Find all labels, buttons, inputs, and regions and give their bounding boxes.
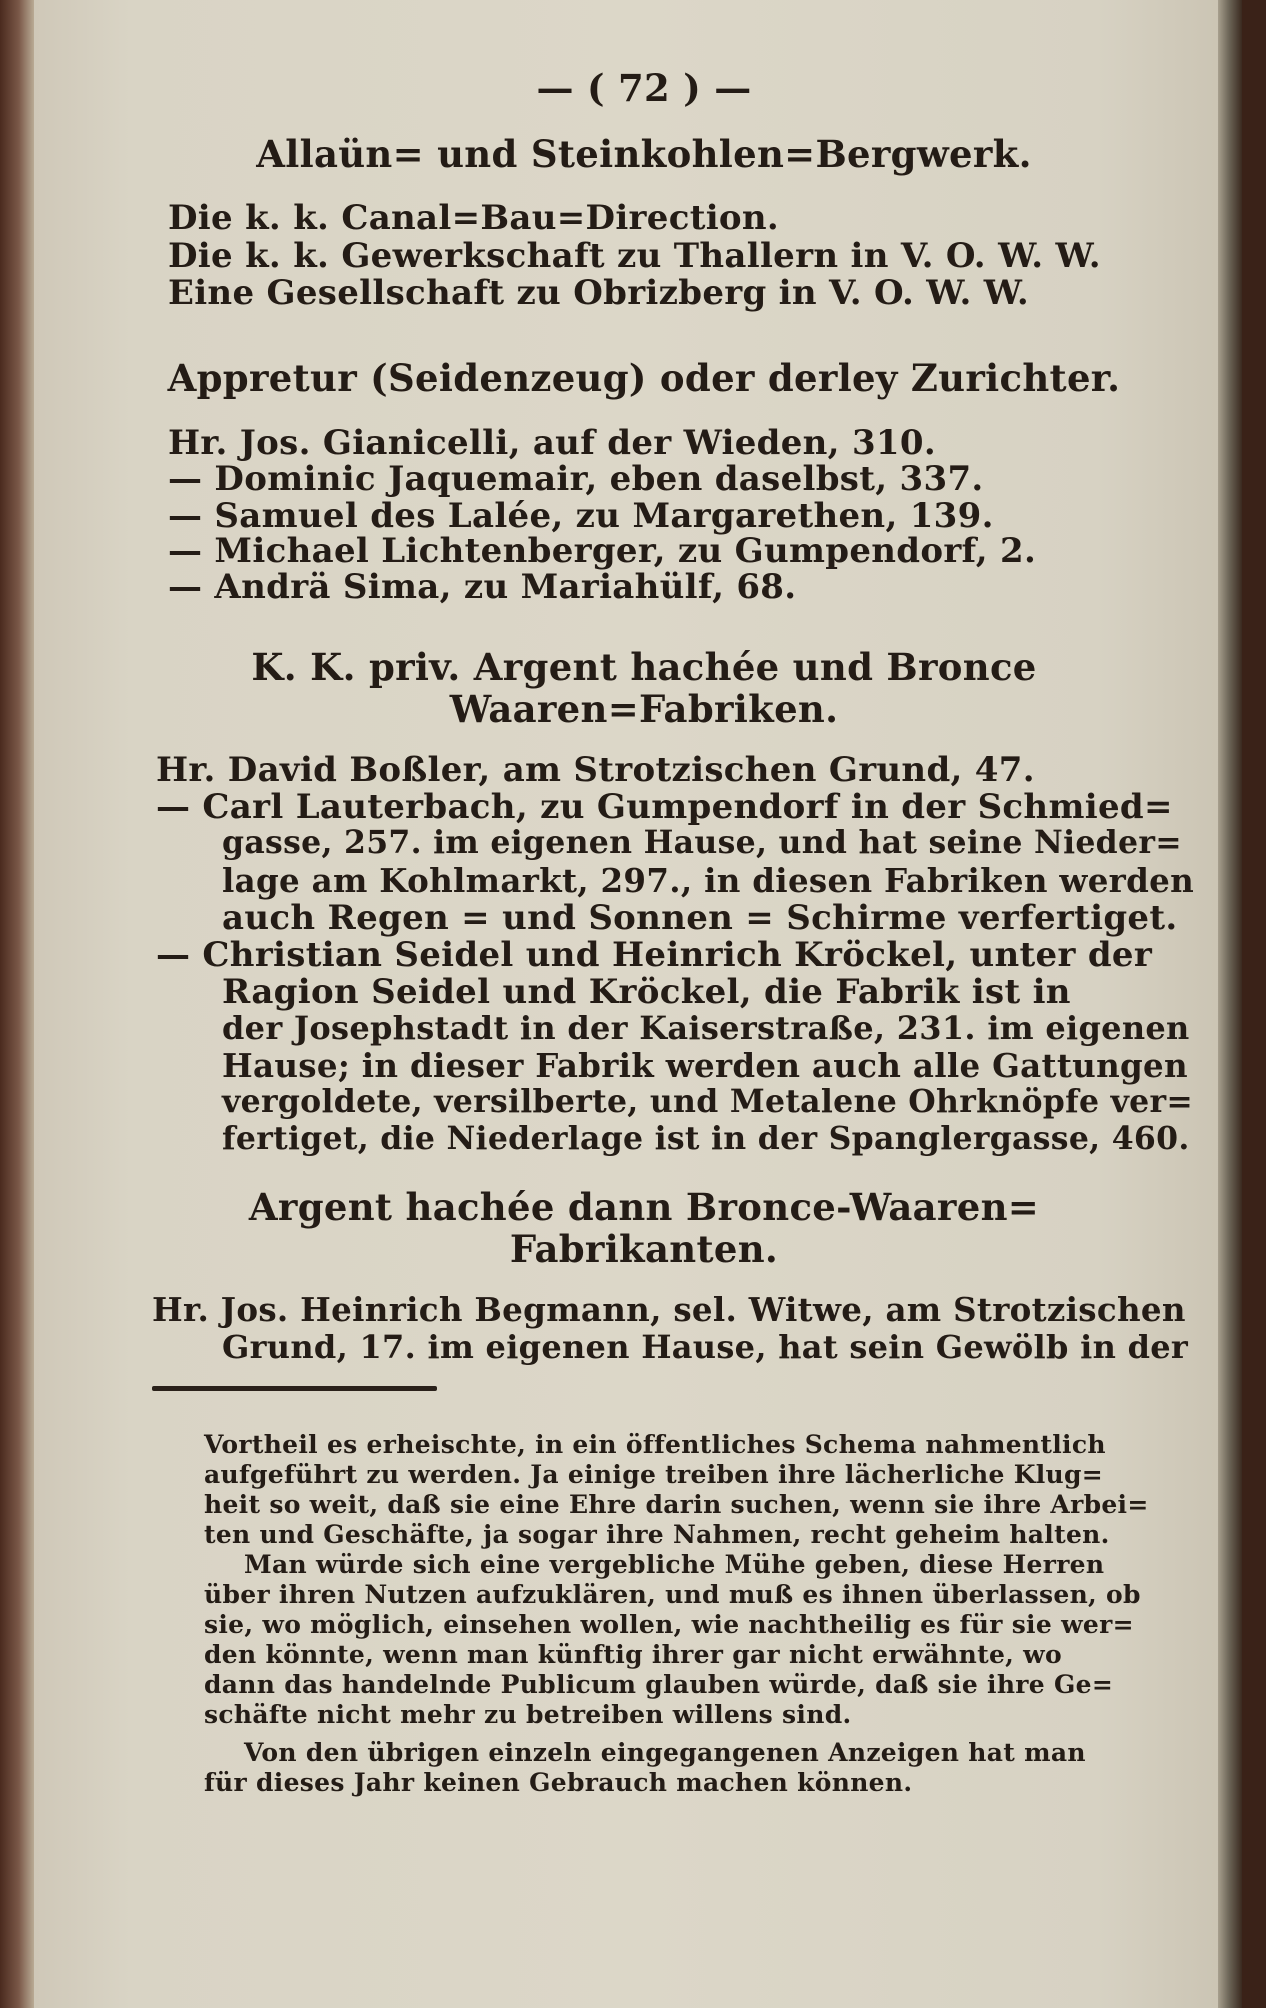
- entry: Hr. Jos. Gianicelli, auf der Wieden, 310.: [168, 423, 936, 463]
- page: [34, 0, 1242, 2008]
- entry: Hr. David Boßler, am Strotzischen Grund, 47.: [156, 750, 1035, 790]
- footnote-line: sie, wo möglich, einsehen wollen, wie nachtheilig es für sie wer=: [204, 1610, 1134, 1639]
- entry: auch Regen = und Sonnen = Schirme verfertiget.: [222, 898, 1178, 938]
- book-edge-left: [0, 0, 34, 2008]
- page-text: [34, 0, 1242, 2008]
- entry: Die k. k. Canal=Bau=Direction.: [168, 198, 780, 238]
- entry: — Michael Lichtenberger, zu Gumpendorf, 2.: [168, 531, 1037, 571]
- entry: Eine Gesellschaft zu Obrizberg in V. O. W. W.: [168, 273, 1030, 313]
- footnote-line: dann das handelnde Publicum glauben würde, daß sie ihre Ge=: [204, 1670, 1114, 1699]
- footnote-rule: [152, 1386, 437, 1391]
- page-number: — ( 72 ) —: [536, 66, 752, 110]
- footnote-line: heit so weit, daß sie eine Ehre darin suchen, wenn sie ihre Arbei=: [204, 1490, 1149, 1519]
- section-heading: Argent hachée dann Bronce-Waaren=: [248, 1185, 1040, 1229]
- footnote-line: Man würde sich eine vergebliche Mühe geben, diese Herren: [244, 1550, 1105, 1579]
- entry: — Samuel des Lalée, zu Margarethen, 139.: [168, 496, 994, 536]
- entry: vergoldete, versilberte, und Metalene Ohrknöpfe ver=: [222, 1083, 1194, 1120]
- entry: gasse, 257. im eigenen Hause, und hat seine Nieder=: [222, 824, 1182, 861]
- footnote-line: Von den übrigen einzeln eingegangenen Anzeigen hat man: [244, 1738, 1086, 1767]
- entry: Die k. k. Gewerkschaft zu Thallern in V. O. W. W.: [168, 236, 1101, 276]
- section-heading: Allaün= und Steinkohlen=Bergwerk.: [256, 132, 1032, 176]
- entry: Ragion Seidel und Kröckel, die Fabrik ist in: [222, 972, 1071, 1012]
- footnote-line: für dieses Jahr keinen Gebrauch machen können.: [204, 1768, 913, 1797]
- entry: Hr. Jos. Heinrich Begmann, sel. Witwe, am Strotzischen: [152, 1290, 1186, 1329]
- footnote-line: über ihren Nutzen aufzuklären, und muß es ihnen überlassen, ob: [204, 1580, 1141, 1609]
- section-heading: Appretur (Seidenzeug) oder derley Zurichter.: [167, 356, 1121, 400]
- footnote-line: Vortheil es erheischte, in ein öffentliches Schema nahmentlich: [204, 1430, 1106, 1459]
- entry: lage am Kohlmarkt, 297., in diesen Fabriken werden: [222, 861, 1195, 900]
- footnote-line: schäfte nicht mehr zu betreiben willens sind.: [204, 1700, 852, 1729]
- footnote-line: den könnte, wenn man künftig ihrer gar nicht erwähnte, wo: [204, 1640, 1062, 1669]
- footnote-line: ten und Geschäfte, ja sogar ihre Nahmen, recht geheim halten.: [204, 1520, 1110, 1549]
- entry: der Josephstadt in der Kaiserstraße, 231. im eigenen: [222, 1009, 1190, 1047]
- section-heading: Waaren=Fabriken.: [449, 687, 839, 731]
- section-heading: K. K. priv. Argent hachée und Bronce: [251, 645, 1037, 689]
- section-heading: Fabrikanten.: [509, 1227, 779, 1271]
- entry: — Andrä Sima, zu Mariahülf, 68.: [168, 567, 797, 607]
- entry: fertiget, die Niederlage ist in der Spanglergasse, 460.: [222, 1120, 1190, 1157]
- entry: — Christian Seidel und Heinrich Kröckel, unter der: [156, 935, 1153, 975]
- entry: Grund, 17. im eigenen Hause, hat sein Gewölb in der: [222, 1328, 1189, 1366]
- entry: — Dominic Jaquemair, eben daselbst, 337.: [168, 459, 984, 499]
- footnote-line: aufgeführt zu werden. Ja einige treiben ihre lächerliche Klug=: [204, 1460, 1104, 1489]
- entry: Hause; in dieser Fabrik werden auch alle Gattungen: [222, 1046, 1188, 1085]
- entry: — Carl Lauterbach, zu Gumpendorf in der Schmied=: [156, 787, 1173, 827]
